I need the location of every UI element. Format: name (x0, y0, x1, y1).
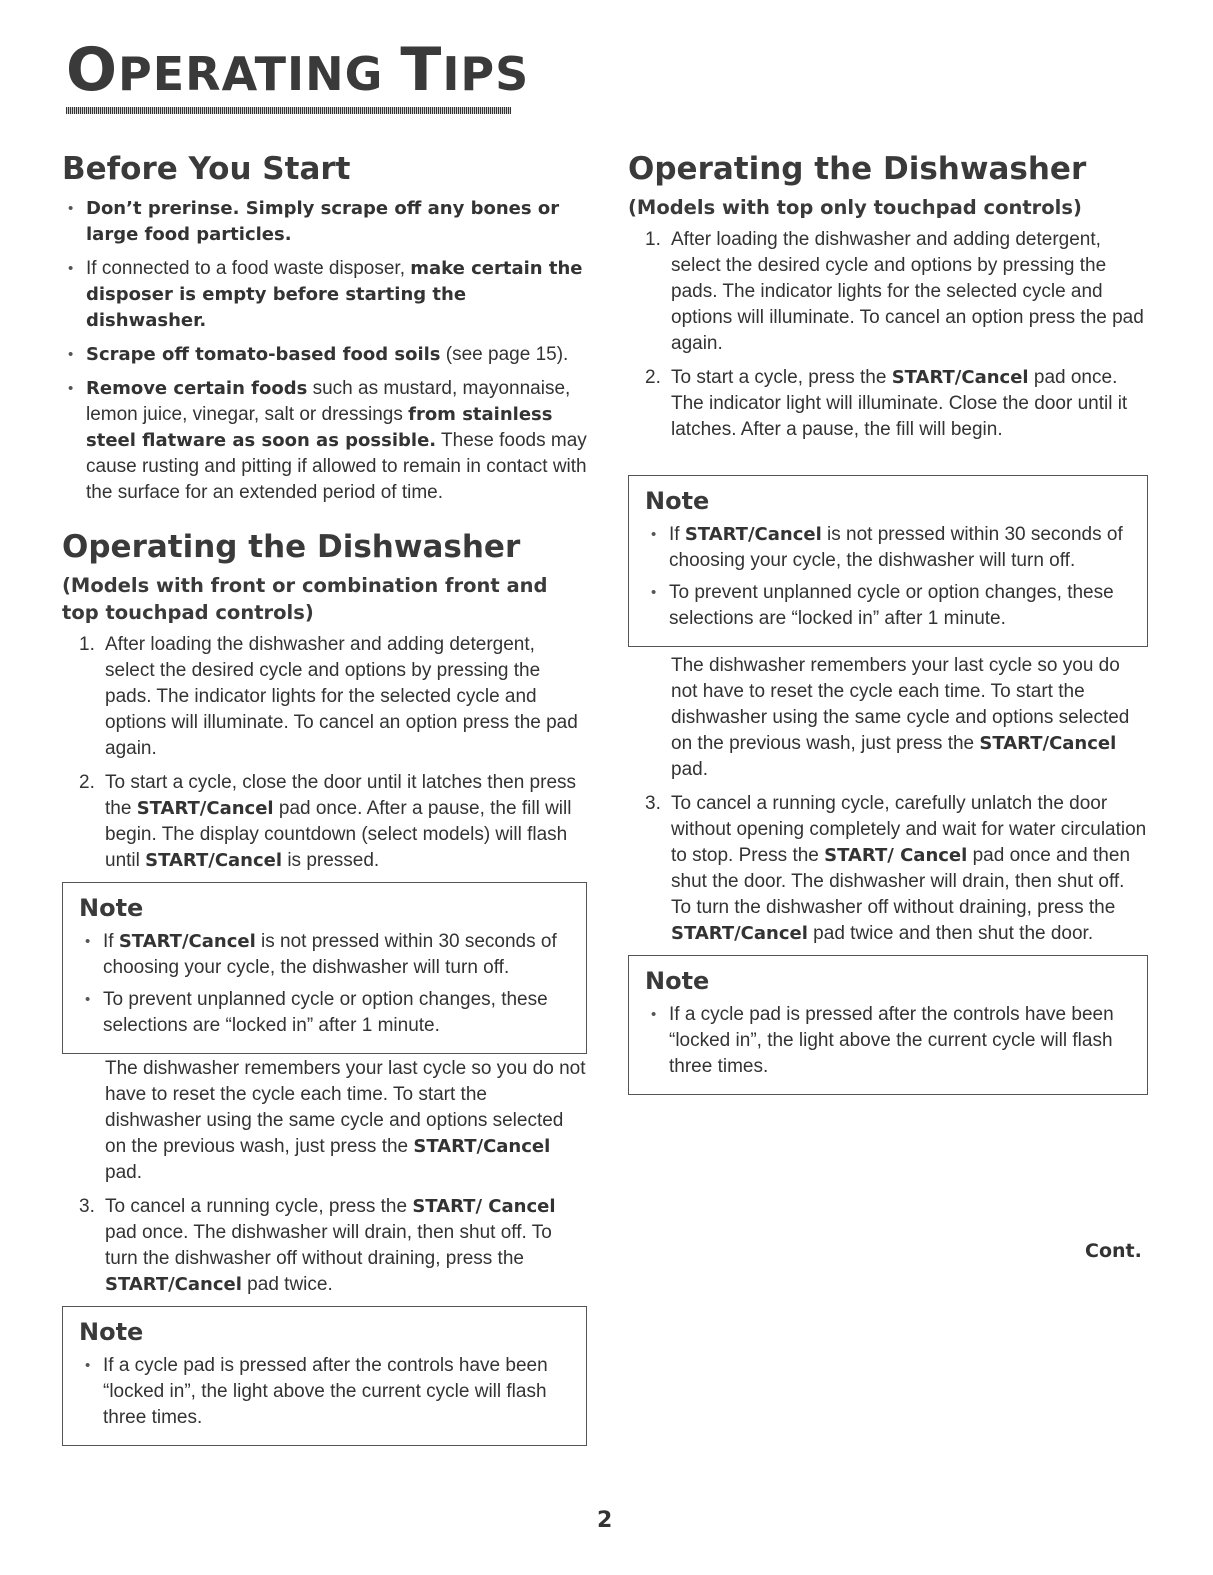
list-item: • If START/Cancel is not pressed within 30 seconds of choosing your cycle, the dishwasher will turn off. (79, 929, 570, 981)
operating-subheading-top: (Models with top only touchpad controls) (628, 196, 1082, 219)
step-item: 1. After loading the dishwasher and adding detergent, select the desired cycle and options by pressing the pads. The indicator lights for the selected cycle and options will illuminate. To cancel an option press the pad again. (79, 634, 578, 759)
note-title: Note (79, 1318, 144, 1346)
steps-list-front-cont (62, 1194, 587, 1298)
note-box (628, 955, 1148, 1095)
continued-label: Cont. (1085, 1240, 1142, 1262)
before-you-start-heading: Before You Start (62, 151, 351, 187)
note-title: Note (79, 894, 144, 922)
step-item: 1. After loading the dishwasher and adding detergent, select the desired cycle and options by pressing the pads. The indicator lights for the selected cycle and options will illuminate. To cancel an option press the pad again. (645, 229, 1144, 354)
note-title: Note (645, 967, 710, 995)
list-item: • If a cycle pad is pressed after the controls have been “locked in”, the light above the current cycle will flash three times. (79, 1353, 570, 1431)
operating-heading-top: Operating the Dishwasher (628, 151, 1087, 187)
step-item: 3. To cancel a running cycle, carefully unlatch the door without opening completely and wait for water circulation to stop. Press the START/ Cancel pad once and then shut the door. The dishwasher will drain, then shut off. To turn the dishwasher off without draining, press the START/Cancel pad twice and then shut the door. (645, 793, 1147, 944)
note-title: Note (645, 487, 710, 515)
before-you-start-list (62, 196, 587, 506)
remember-paragraph: The dishwasher remembers your last cycle so you do not have to reset the cycle each time. To start the dishwasher using the same cycle and options selected on the previous wash, just press the START/Cancel pad. (671, 655, 1130, 780)
operating-subheading-front: (Models with front or combination front and top touchpad controls) (62, 574, 548, 624)
note-list (79, 1353, 570, 1431)
list-item: • If connected to a food waste disposer, make certain the disposer is empty before starting the dishwasher. (62, 256, 587, 334)
steps-list-top-cont (628, 791, 1148, 947)
list-item: • To prevent unplanned cycle or option changes, these selections are “locked in” after 1 minute. (79, 987, 570, 1039)
right-column (628, 150, 1148, 1095)
step-item: 2. To start a cycle, press the START/Cancel pad once. The indicator light will illuminate. Close the door until it latches. After a pause, the fill will begin. (645, 367, 1128, 440)
list-item: • If START/Cancel is not pressed within 30 seconds of choosing your cycle, the dishwasher will turn off. (645, 522, 1131, 574)
step-item: 2. To start a cycle, close the door until it latches then press the START/Cancel pad once. After a pause, the fill will begin. The display countdown (select models) will flash until START/Cancel is pressed. (79, 772, 577, 871)
step-item: 3. To cancel a running cycle, press the START/ Cancel pad once. The dishwasher will drain, then shut off. To turn the dishwasher off without draining, press the START/Cancel pad twice. (79, 1196, 556, 1295)
note-list (79, 929, 570, 1039)
title-underline (66, 107, 511, 114)
note-list (645, 522, 1131, 632)
title-part-2: IPS (442, 47, 530, 101)
list-item: • If a cycle pad is pressed after the controls have been “locked in”, the light above the current cycle will flash three times. (645, 1002, 1131, 1080)
title-initial-o: O (66, 35, 119, 105)
steps-list-top (628, 227, 1148, 443)
note-box (62, 1306, 587, 1446)
operating-heading-front: Operating the Dishwasher (62, 529, 521, 565)
list-item: • Don’t prerinse. Simply scrape off any bones or large food particles. (62, 196, 587, 248)
page-title (66, 35, 530, 105)
remember-paragraph: The dishwasher remembers your last cycle so you do not have to reset the cycle each time. To start the dishwasher using the same cycle and options selected on the previous wash, just press the START/Cancel pad. (105, 1058, 586, 1183)
list-item: • Remove certain foods such as mustard, mayonnaise, lemon juice, vinegar, salt or dressings from stainless steel flatware as soon as possible. These foods may cause rusting and pitting if allowed to remain in contact with the surface for an extended period of time. (62, 376, 587, 506)
page-number: 2 (597, 1508, 613, 1533)
title-part-1: PERATING (118, 47, 401, 101)
note-box (62, 882, 587, 1054)
steps-list-front (62, 632, 587, 874)
title-initial-t: T (400, 35, 443, 105)
left-column (62, 150, 587, 1446)
list-item: • Scrape off tomato-based food soils (see page 15). (62, 342, 587, 368)
list-item: • To prevent unplanned cycle or option changes, these selections are “locked in” after 1 minute. (645, 580, 1131, 632)
note-list (645, 1002, 1131, 1080)
note-box (628, 475, 1148, 647)
